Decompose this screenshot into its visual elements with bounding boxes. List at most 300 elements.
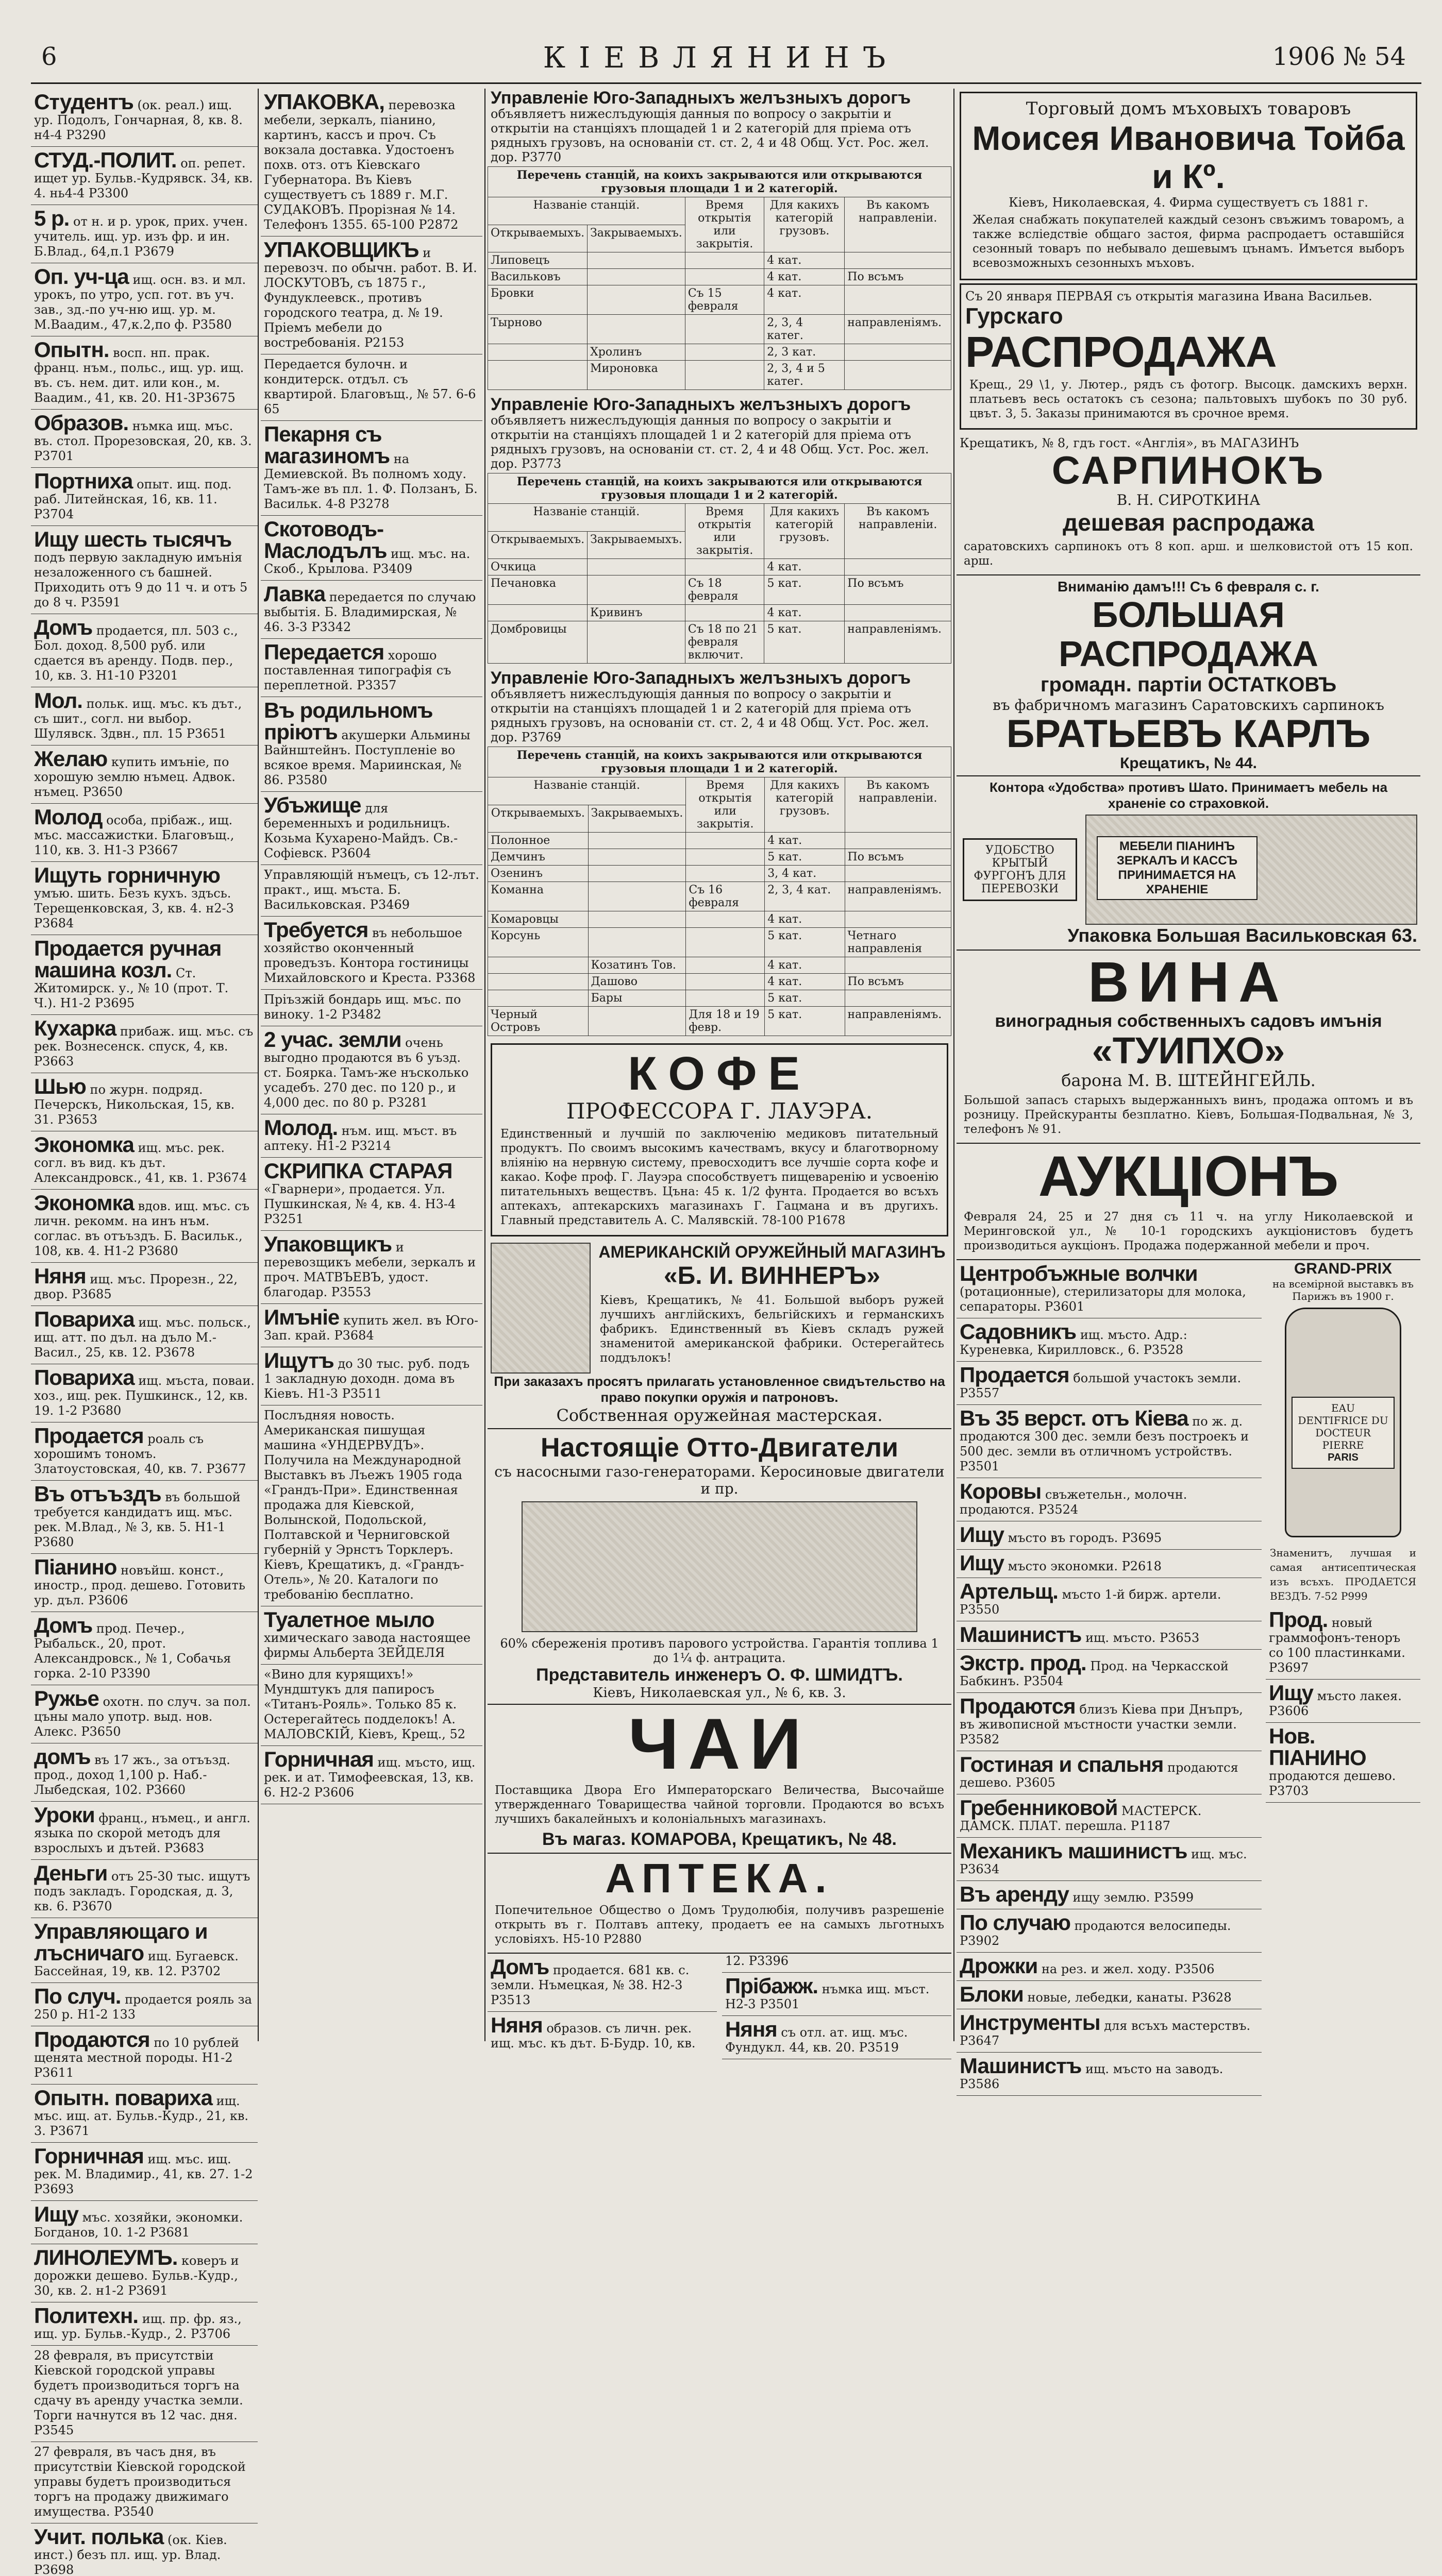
- table-cell: [686, 849, 765, 866]
- van-side-text: МЕБЕЛИ ПІАНИНЪ ЗЕРКАЛЪ И КАССЪ ПРИНИМАЕТСЯ НА ХРАНЕНІЕ: [1097, 836, 1257, 900]
- classified-ad-text: умъю. шить. Безъ кухъ. здъсь. Терещенковская, 3, кв. 4. н2-3 Р3684: [34, 886, 234, 930]
- table-cell: [845, 361, 951, 390]
- table-cell: направленіямъ.: [845, 882, 951, 911]
- classified-ad-text: Прод. на Черкасской Бабкинъ. Р3504: [960, 1659, 1229, 1688]
- coffee-title: КОФЕ: [628, 1047, 811, 1100]
- classified-ad: [261, 1347, 482, 1405]
- railway-notice-title: Управленіе Юго-Западныхъ желъзныхъ дорогъ: [491, 88, 911, 108]
- classified-ad-text: Передается булочн. и кондитерск. отдъл. съ квартирой. Благовъщ., № 57. 6-6 65: [264, 357, 476, 416]
- otto-engine-ad: [488, 1429, 951, 1705]
- classified-ad-keyword: Коровы: [960, 1479, 1042, 1503]
- otto-subtitle: съ насосными газо-генераторами. Керосиновые двигатели и пр.: [494, 1463, 945, 1497]
- classified-ad-keyword: Портниха: [34, 469, 133, 493]
- classified-ad-keyword: Продается: [34, 1423, 144, 1448]
- railway-notice-3: [488, 664, 951, 747]
- page-header: [0, 0, 1442, 85]
- classified-ad: [957, 1953, 1262, 1981]
- table-row: [488, 866, 951, 882]
- table-cell: 4 кат.: [765, 957, 845, 974]
- classified-ad-text: опыт. ищ. под. раб. Литейнская, 16, кв. 11. Р3704: [34, 477, 232, 521]
- table-cell: [845, 833, 951, 849]
- classified-ad: [31, 89, 258, 147]
- grand-prix-subtitle: на всемірной выставкъ въ Парижъ въ 1900 г.: [1272, 1278, 1414, 1302]
- classified-ad-text: до 30 тыс. руб. подъ 1 закладную доходн. дома въ Кіевъ. Н1-3 Р3511: [264, 1357, 470, 1401]
- classified-ad-text: ищу землю. Р3599: [1072, 1890, 1194, 1905]
- classified-ad-text: прод. Печер., Рыбальск., 20, прот. Александровск., № 1, Собачья горка. 2-10 Р3390: [34, 1621, 231, 1681]
- column-header: Закрываемыхъ.: [588, 531, 685, 559]
- table-cell: 5 кат.: [764, 575, 845, 605]
- classified-ad: [31, 2244, 258, 2302]
- column-header: Время открытія или закрытія.: [686, 777, 765, 833]
- table-cell: [588, 833, 686, 849]
- classified-ad: [261, 917, 482, 990]
- classified-ad: [31, 1685, 258, 1743]
- classified-ad-keyword: Домъ: [34, 615, 93, 639]
- table-cell: 4 кат.: [764, 559, 845, 575]
- table-cell: [845, 990, 951, 1007]
- classified-ad-text: ищ. мъс. ищ. рек. М. Владимир., 41, кв. 27. 1-2 Р3693: [34, 2152, 253, 2196]
- classified-ad-text: «Гварнери», продается. Ул. Пушкинская, № 4, кв. 4. Н3-4 Р3251: [264, 1182, 456, 1226]
- table-cell: Кривинъ: [588, 605, 685, 621]
- classified-ad-keyword: Въ 35 верст. отъ Кіева: [960, 1406, 1188, 1430]
- classified-ad: [261, 236, 482, 354]
- classified-ad: [31, 862, 258, 935]
- coffee-ad: [491, 1043, 948, 1236]
- coffee-subtitle: ПРОФЕССОРА Г. ЛАУЭРА.: [566, 1098, 873, 1124]
- classified-ad: [957, 1260, 1262, 1318]
- column-header: Время открытія или закрытія.: [685, 197, 764, 252]
- table-cell: 2, 3, 4 катег.: [764, 315, 845, 344]
- classified-ad: [957, 1405, 1262, 1478]
- table-cell: 5 кат.: [764, 621, 845, 664]
- table-cell: [685, 605, 764, 621]
- classified-ad-text: мъсто экономки. Р2618: [1008, 1559, 1162, 1573]
- station-name-header: Названіе станцій.: [488, 777, 686, 805]
- classified-ad-keyword: 5 р.: [34, 206, 70, 230]
- table-cell: 4 кат.: [764, 605, 845, 621]
- column-header: Для какихъ категорій грузовъ.: [764, 504, 845, 559]
- column-header: Въ какомъ направленіи.: [845, 504, 951, 559]
- station-name-header: Названіе станцій.: [488, 504, 685, 532]
- classified-ad: [957, 1794, 1262, 1838]
- wine-owner: барона М. В. ШТЕЙНГЕЙЛЬ.: [1061, 1071, 1316, 1090]
- classified-ad: [31, 2346, 258, 2442]
- classified-ad: [957, 1621, 1262, 1650]
- classified-ad-text: ищ. мъс. рек. согл. въ вид. къ дът. Александровск., 41, кв. 1. Р3674: [34, 1141, 247, 1185]
- table-cell: 4 кат.: [765, 911, 845, 928]
- classified-ad: [31, 935, 258, 1015]
- classified-ad: [261, 89, 482, 236]
- tea-text: Поставщика Двора Его Императорскаго Величества, Высочайше утвержденнаго Товарищества чайной торговли. Продаются во всъхъ лучшихъ бакалейныхъ и колоніальныхъ магазинахъ.: [495, 1784, 944, 1826]
- table-cell: [685, 269, 764, 285]
- classified-ad-text: на рез. и жел. ходу. Р3506: [1041, 1962, 1215, 1976]
- table-cell: [588, 269, 685, 285]
- table-row: [488, 928, 951, 957]
- table-cell: Комаровцы: [488, 911, 589, 928]
- classified-ad: [261, 1665, 482, 1746]
- table-cell: [686, 928, 765, 957]
- table-cell: [845, 866, 951, 882]
- table-cell: [685, 315, 764, 344]
- table-cell: Съ 18 февраля: [685, 575, 764, 605]
- classified-ad: [261, 697, 482, 792]
- classified-ad: [31, 1860, 258, 1918]
- classified-ad-keyword: Ружье: [34, 1686, 99, 1710]
- classified-ad-text: ищ. осн. вз. и мл. урокъ, по утро, усп. гот. въ уч. зав., зд.-по уч-ню ищ. ур. м. М.Ваадим., 47,к.2,по ф. Р3580: [34, 273, 246, 332]
- classified-ad: [31, 1918, 258, 1983]
- classified-ad-keyword: Няня: [34, 1264, 86, 1288]
- classified-ad-keyword: Экономка: [34, 1191, 134, 1215]
- classified-ad: [31, 526, 258, 614]
- column-header: Закрываемыхъ.: [588, 225, 685, 252]
- classified-ad-text: въ 17 жъ., за отъъзд. прод., доход 1,100 р. Наб.-Лыбедская, 102. Р3660: [34, 1753, 230, 1797]
- classified-ad: [31, 1263, 258, 1306]
- classified-ad-text: (ок. Кіев. инст.) безъ пл. ищ. ур. Влад. Р3698: [34, 2533, 227, 2576]
- classified-ad-keyword: Убъжище: [264, 793, 361, 817]
- table-row: [488, 911, 951, 928]
- classified-ad: [957, 2009, 1262, 2053]
- bear-hunter-illustration: [491, 1243, 591, 1374]
- gun-shop-title: АМЕРИКАНСКІЙ ОРУЖЕЙНЫЙ МАГАЗИНЪ: [598, 1243, 946, 1261]
- karl-address: Крещатикъ, № 44.: [1120, 755, 1257, 772]
- table-cell: [686, 866, 765, 882]
- classified-ad-text: продаются дешево. Р3605: [960, 1760, 1238, 1790]
- classified-ad: [31, 1422, 258, 1481]
- classified-ad-text: Управляющій нъмецъ, съ 12-лът. практ., ищ. мъста. Б. Васильковская. Р3469: [264, 868, 479, 912]
- classified-ad-text: 28 февраля, въ присутствіи Кіевской городской управы будетъ производиться торгъ на сдачу въ аренду участка земли. Торги начнутся въ 12 час. дня. Р3545: [34, 2348, 243, 2437]
- classified-ad-keyword: домъ: [34, 1744, 91, 1769]
- table-cell: Бары: [588, 990, 686, 1007]
- classified-ad: [957, 1521, 1262, 1550]
- auction-ad: [957, 1144, 1420, 1260]
- classified-ad-keyword: Инструменты: [960, 2010, 1100, 2035]
- table-row: [488, 605, 951, 621]
- classified-ad: [31, 2523, 258, 2576]
- classified-ad-text: польк. ищ. мъс. къ дът., съ шит., согл. ни выбор. Шулявск. Здвн., пл. 15 Р3651: [34, 697, 242, 741]
- table-cell: [488, 990, 589, 1007]
- classified-ad: [261, 639, 482, 697]
- classified-ad-text: ищ. мъсто. Р3653: [1085, 1631, 1200, 1645]
- table-cell: Васильковъ: [488, 269, 588, 285]
- classified-ad-keyword: Молод.: [264, 1115, 338, 1140]
- column-header: Для какихъ категорій грузовъ.: [765, 777, 845, 833]
- classified-ad: [31, 147, 258, 205]
- toothwater-ad: [1266, 1260, 1420, 2096]
- classified-ad-keyword: Продается ручная машина козл.: [34, 936, 222, 982]
- classified-ad: [31, 336, 258, 410]
- classified-ad-text: ищ. мъсто, ищ. рек. и ат. Тимофеевская, 13, кв. 6. Н2-2 Р3606: [264, 1755, 476, 1800]
- classified-ad: [31, 2201, 258, 2244]
- classified-ad-keyword: Повариха: [34, 1307, 135, 1331]
- classified-ad: [261, 516, 482, 581]
- classified-ad-text: (ок. реал.) ищ. ур. Подолъ, Гончарная, 8, кв. 8. н4-4 Р3290: [34, 98, 243, 142]
- table-cell: [488, 605, 588, 621]
- classified-ad-keyword: Опытн. повариха: [34, 2086, 213, 2110]
- classified-ad-text: купить имъніе, по хорошую землю нъмец. Адвок. нъмец. Р3650: [34, 755, 236, 799]
- classified-ad-keyword: Оп. уч-ца: [34, 264, 129, 289]
- table-cell: [845, 285, 951, 315]
- table-cell: 3, 4 кат.: [765, 866, 845, 882]
- sarpinki-sale: дешевая распродажа: [1063, 509, 1314, 536]
- classified-ad-keyword: Ищу: [34, 2202, 78, 2226]
- classified-ad-text: мъсто въ городъ. Р3695: [1008, 1531, 1162, 1545]
- table-cell: [686, 990, 765, 1007]
- tea-shop: Въ магаз. КОМАРОВА, Крещатикъ, № 48.: [542, 1829, 897, 1849]
- classified-ad-text: нъмка ищ. мъст. Н2-3 Р3501: [725, 1982, 930, 2011]
- toiba-name: Моисея Ивановича Тойба и Кº.: [972, 119, 1405, 195]
- table-cell: Очкица: [488, 559, 588, 575]
- classified-ad-text: ищ. пр. фр. яз., ищ. ур. Бульв.-Кудр., 2. Р3706: [34, 2312, 242, 2341]
- classified-ad: [261, 792, 482, 865]
- classified-ad-text: перевозка мебели, зеркалъ, піанино, картинъ, кассъ и проч. Съ вокзала доставка. Удостоенъ похв. отз. отъ Кіевскаго Губернатора. Въ Кіевъ существуетъ съ 1889 г. М.Г. СУДАКОВЪ. Прорізная № 14. Телефонъ 1355. 65-100 Р2872: [264, 98, 459, 232]
- classified-ad-text: охотн. по случ. за пол. цъны мало употр. выд. нов. Алекс. Р3650: [34, 1694, 251, 1739]
- classified-ad-keyword: Студентъ: [34, 90, 133, 114]
- table-row: [488, 974, 951, 990]
- classified-ad-text: ищ. мъсто на заводъ. Р3586: [960, 2062, 1223, 2091]
- table-cell: По всъмъ: [845, 974, 951, 990]
- classified-ad-text: для всъхъ мастерствъ. Р3647: [960, 2019, 1251, 2048]
- classified-ad-keyword: Артельщ.: [960, 1579, 1058, 1603]
- classified-ad-keyword: Няня: [491, 2013, 543, 2037]
- classified-ad-keyword: Въ аренду: [960, 1882, 1069, 1906]
- column-divider: [484, 89, 485, 2041]
- table-caption: Перечень станцій, на коихъ закрываются или открываются грузовыя площади 1 и 2 категорій.: [488, 167, 951, 197]
- gursky-name: Гурскаго: [965, 303, 1063, 329]
- table-cell: [845, 911, 951, 928]
- table-cell: [588, 849, 686, 866]
- karl-shop: въ фабричномъ магазинъ Саратовскихъ сарпинокъ: [993, 697, 1384, 714]
- classified-ad-keyword: УПАКОВЩИКЪ: [264, 238, 419, 262]
- table-cell: [845, 957, 951, 974]
- bottle-city: PARIS: [1328, 1452, 1359, 1463]
- classified-ad: [957, 1693, 1262, 1751]
- wine-title: ВИНА: [1088, 951, 1289, 1014]
- classified-ad-text: коверъ и дорожки дешево. Бульв.-Кудр., 30, кв. 2. н1-2 Р3691: [34, 2253, 239, 2298]
- table-cell: [685, 559, 764, 575]
- sarpinki-ad: [957, 433, 1420, 575]
- classified-ad: [261, 1158, 482, 1231]
- toiba-address: Кіевъ, Николаевская, 4. Фирма существуетъ съ 1881 г.: [1009, 195, 1368, 210]
- classified-ad: [957, 1550, 1262, 1578]
- table-cell: 2, 3, 4 и 5 катег.: [764, 361, 845, 390]
- classified-ad-keyword: Имъніе: [264, 1305, 340, 1329]
- otto-address: Кіевъ, Николаевская ул., № 6, кв. 3.: [593, 1685, 846, 1701]
- railway-notice-code: Р3773: [521, 456, 562, 471]
- table-cell: Команна: [488, 882, 589, 911]
- sarpinki-text: саратовскихъ сарпинокъ отъ 8 коп. арш. и шелковистой отъ 15 коп. арш.: [964, 540, 1413, 568]
- classified-ad: [31, 2084, 258, 2143]
- classified-ad-text: ищ. мъс. Прорезн., 22, двор. Р3685: [34, 1272, 238, 1301]
- udobstvo-address: Большая Васильковская 63.: [1156, 925, 1417, 946]
- classified-ad-keyword: Піанино: [34, 1555, 117, 1579]
- table-cell: По всъмъ: [845, 575, 951, 605]
- table-row: [488, 833, 951, 849]
- classified-ad: [31, 1073, 258, 1131]
- classified-ad-keyword: Молод: [34, 805, 103, 829]
- table-cell: [488, 974, 589, 990]
- table-row: [488, 344, 951, 361]
- table-cell: Демчинъ: [488, 849, 589, 866]
- display-ads-column-right: [957, 89, 1420, 2091]
- table-cell: Съ 16 февраля: [686, 882, 765, 911]
- classified-ad: [261, 990, 482, 1026]
- table-cell: [588, 1007, 686, 1036]
- udobstvo-heading: Контора «Удобства» противъ Шато. Принимаетъ мебель на храненіе со страховкой.: [989, 779, 1388, 811]
- table-cell: Козатинъ Тов.: [588, 957, 686, 974]
- classifieds-column-1: [31, 89, 258, 2576]
- classified-ad-text: особа, прібаж., ищ. мъс. массажистки. Благовъщ., 110, кв. 3. Н1-3 Р3667: [34, 813, 234, 857]
- railway-notice-2: [488, 390, 951, 473]
- wine-ad: [957, 951, 1420, 1144]
- table-cell: [588, 621, 685, 664]
- railway-notice-intro: объявляетъ нижеслъдующія данныя по вопросу о закрытіи и открытіи на станціяхъ площадей 1 и 2 категорій для пріема отъ рядныхъ грузовъ, на основаніи ст. ст. 2, 4 и 48 Общ. Уст. Рос. жел. дор.: [491, 687, 929, 744]
- railway-stations-table: [488, 747, 951, 1036]
- classified-ad: [261, 865, 482, 917]
- railway-notice-1: [488, 89, 951, 166]
- table-cell: По всъмъ: [845, 849, 951, 866]
- classified-ad-text: по ж. д. продаются 300 дес. земли безъ построекъ и 500 дес. земли въ отличномъ устройствъ. Р3501: [960, 1414, 1249, 1473]
- classified-ad-keyword: Въ родильномъ пріютъ: [264, 698, 433, 744]
- column-header: Время открытія или закрытія.: [685, 504, 764, 559]
- classified-ad-text: (ротационные), стерилизаторы для молока, сепараторы. Р3601: [960, 1284, 1246, 1314]
- classified-ad: [31, 2026, 258, 2084]
- classified-ad: [31, 1983, 258, 2026]
- classified-ad: [1266, 1606, 1420, 1680]
- classified-ad: [261, 1026, 482, 1114]
- auction-text: Февраля 24, 25 и 27 дня съ 11 ч. на углу Николаевской и Меринговской ул., № 10-1 городскихъ аукціонистовъ будетъ производиться аукціонъ. Продажа подержанной мебели и проч.: [964, 1210, 1413, 1252]
- gun-shop-workshop: Собственная оружейная мастерская.: [556, 1405, 883, 1425]
- table-row: [488, 575, 951, 605]
- classified-ad: [957, 1981, 1262, 2009]
- classified-ad: [31, 614, 258, 687]
- classified-ad-keyword: Экономка: [34, 1132, 134, 1157]
- bottle-illustration: [1285, 1308, 1401, 1537]
- column-header: Въ какомъ направленіи.: [845, 777, 951, 833]
- bottle-label: EAU DENTIFRICE DU DOCTEUR PIERRE: [1298, 1402, 1388, 1451]
- classified-ad: [261, 1746, 482, 1804]
- table-cell: Озенинъ: [488, 866, 589, 882]
- table-cell: 4 кат.: [764, 285, 845, 315]
- table-row: [488, 315, 951, 344]
- classified-ad: [722, 2016, 951, 2059]
- classified-ad: [31, 468, 258, 526]
- classified-ad: [261, 1231, 482, 1304]
- classified-ad-keyword: Горничная: [34, 2144, 144, 2168]
- classified-ad: [31, 1364, 258, 1422]
- karl-partial: громадн. партіи ОСТАТКОВЪ: [1040, 673, 1337, 696]
- pharmacy-text: Попечительное Общество о Домъ Трудолюбія, получивъ разрешеніе открыть въ г. Полтавъ аптеку, продаетъ ее на самыхъ льготныхъ условіяхъ. Н5-10 Р2880: [495, 1904, 944, 1946]
- table-cell: [488, 361, 588, 390]
- classified-ad-text: и перевозч. по обычн. работ. В. И. ЛОСКУТОВЪ, съ 1875 г., Фундуклеевск., противъ городского театра, д. № 19. Пріемъ мебели до востребованія. Р2153: [264, 246, 477, 350]
- classified-ad: [488, 1954, 717, 2012]
- classified-ad: [31, 410, 258, 468]
- classified-ad: [31, 1131, 258, 1190]
- classified-ad-keyword: СКРИПКА СТАРАЯ: [264, 1159, 452, 1183]
- column-divider: [953, 89, 954, 2041]
- classified-ad-text: близъ Кіева при Днъпръ, въ живописной мъстности участки земли. Р3582: [960, 1702, 1243, 1747]
- gursky-text: Крещ., 29 \1, у. Лютер., рядъ съ фотогр. Высоцк. дамскихъ верхн. платьевъ весь остатокъ съ сезона; пальтовыхъ шубокъ по 30 руб. цвът. 3, 5. Заказы принимаются въ срочное время.: [969, 378, 1407, 420]
- classified-ad-keyword: Блоки: [960, 1982, 1024, 2006]
- table-cell: Тырново: [488, 315, 588, 344]
- column-header: Для какихъ категорій грузовъ.: [764, 197, 845, 252]
- column-header: Открываемыхъ.: [488, 225, 588, 252]
- table-cell: [686, 833, 765, 849]
- classified-ad-keyword: 2 учас. земли: [264, 1027, 401, 1052]
- classified-ad-keyword: Горничная: [264, 1747, 374, 1771]
- table-caption: Перечень станцій, на коихъ закрываются или открываются грузовыя площади 1 и 2 категорій.: [488, 473, 951, 504]
- classified-ad-text: продается. 681 кв. с. земли. Нъмецкая, № 38. Н2-3 Р3513: [491, 1963, 690, 2007]
- station-name-header: Названіе станцій.: [488, 197, 685, 225]
- auction-title: АУКЦІОНЪ: [1038, 1145, 1339, 1208]
- classified-ad-text: химическаго завода настоящее фирмы Альберта ЗЕЙДЕЛЯ: [264, 1631, 471, 1660]
- grand-prix-heading: GRAND-PRIX: [1294, 1260, 1392, 1277]
- table-cell: Четнаго направленія: [845, 928, 951, 957]
- classified-ad: [957, 1838, 1262, 1881]
- railway-notice-code: Р3769: [521, 730, 562, 744]
- table-cell: 5 кат.: [765, 849, 845, 866]
- table-cell: [845, 605, 951, 621]
- table-cell: Дашово: [588, 974, 686, 990]
- column-3-small-ads: [488, 1954, 951, 2059]
- table-cell: Черный Островъ: [488, 1007, 589, 1036]
- classified-ad: [957, 2053, 1262, 2096]
- classified-ad-keyword: Гостиная и спальня: [960, 1752, 1164, 1776]
- classified-ad-keyword: Дрожки: [960, 1954, 1038, 1978]
- classified-ad: [1266, 1723, 1420, 1803]
- gun-shop-note: При заказахъ просятъ прилагать установленное свидътельство на право покупки оружія и патроновъ.: [494, 1374, 945, 1405]
- classified-ad: [31, 1190, 258, 1263]
- classified-ad: [31, 1015, 258, 1073]
- table-cell: [685, 361, 764, 390]
- classified-ad: [31, 2442, 258, 2523]
- classified-ad-keyword: Уроки: [34, 1803, 95, 1827]
- table-cell: Полонное: [488, 833, 589, 849]
- header-rule: [31, 82, 1421, 84]
- classified-ad: [261, 1304, 482, 1347]
- classified-ad-keyword: Образов.: [34, 411, 129, 435]
- table-cell: [488, 957, 589, 974]
- railway-stations-table: [488, 473, 951, 664]
- toiba-heading: Торговый домъ мъховыхъ товаровъ: [1026, 98, 1351, 119]
- classified-ad-text: образов. съ личн. рек. ищ. мъс. къ дът. Б-Будр. 10, кв. 12. Р3396: [491, 1954, 789, 2050]
- classified-ad: [261, 354, 482, 421]
- table-cell: [588, 559, 685, 575]
- classified-ad-text: хорошо поставленная типографія съ переплетной. Р3357: [264, 648, 451, 692]
- classified-ad-keyword: Гребенниковой: [960, 1795, 1118, 1820]
- classified-ad-keyword: Ищутъ: [264, 1348, 334, 1372]
- gun-shop-text: Кіевъ, Крещатикъ, № 41. Большой выборъ ружей лучшихъ англійскихъ, бельгійскихъ и германскихъ фабрикъ. Единственный въ Кіевъ складъ ружей знаменитой американской фабрики. Остерегайтесь поддълокъ!: [600, 1294, 944, 1365]
- classified-ad-keyword: Няня: [725, 2017, 777, 2041]
- classified-ad: [261, 1114, 482, 1158]
- table-cell: Бровки: [488, 285, 588, 315]
- classified-ad-text: для беременныхъ и родильницъ. Козьма Кухарено-Майдъ. Св.-Софіевск. Р3604: [264, 801, 458, 860]
- classifieds-column-2: [261, 89, 482, 2041]
- column-4-small-ads: [957, 1260, 1262, 2096]
- wine-subtitle: виноградныя собственныхъ садовъ имънія: [995, 1011, 1382, 1031]
- classified-ad-text: отъ 25-30 тыс. ищутъ подъ закладъ. Городская, д. 3, кв. 6. Р3670: [34, 1869, 250, 1913]
- classified-ad-keyword: Машинистъ: [960, 2054, 1082, 2078]
- pharmacy-ad: [488, 1854, 951, 1954]
- classified-ad-text: продается рояль за 250 р. Н1-2 133: [34, 1992, 252, 2022]
- toothwater-text: Знаменитъ, лучшая и самая антисептическая изъ всъхъ. ПРОДАЕТСЯ ВЕЗДЪ. 7-52 Р999: [1270, 1547, 1416, 1602]
- classified-ad: [957, 1881, 1262, 1909]
- classified-ad: [31, 205, 258, 263]
- classified-ad-text: вдов. ищ. мъс. съ личн. рекомм. на инъ нъм. соглас. въ отъъздъ. Б. Васильк., 108, кв. 4. Н1-2 Р3680: [34, 1199, 249, 1258]
- table-cell: [588, 911, 686, 928]
- classified-ad-text: Послъдняя новость. Американская пишущая машина «УНДЕРВУДЪ». Получила на Международной Выставкъ въ Лъежъ 1905 года «Грандъ-При». Единственная продажа для Кіевской, Волынской, Подольской, Полтавской и Черниговской губерній у Эрнстъ Торклеръ. Кіевъ, Крещатикъ, д. «Грандъ-Отель», № 20. Каталоги по требованію бесплатно.: [264, 1408, 464, 1602]
- table-cell: Корсунь: [488, 928, 589, 957]
- classified-ad-keyword: Садовникъ: [960, 1319, 1077, 1344]
